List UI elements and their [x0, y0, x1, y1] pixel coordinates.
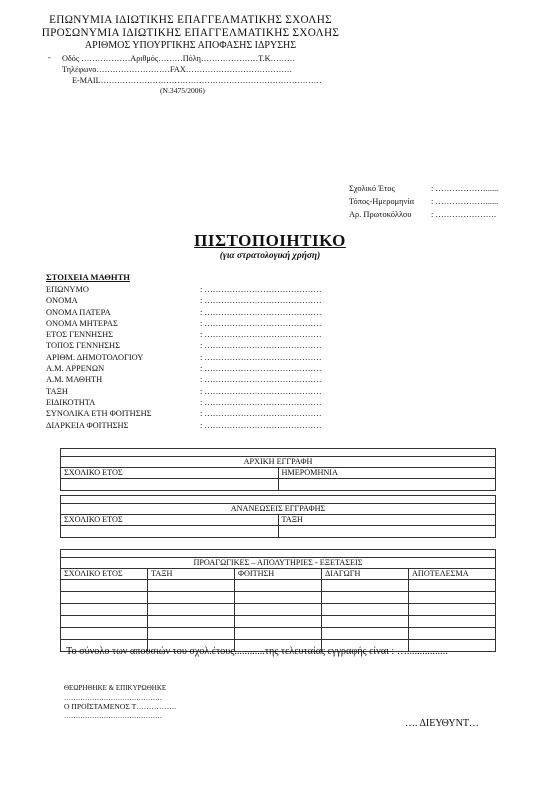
- table-cell: [148, 592, 235, 604]
- table-caption: ΑΝΑΝΕΩΣΕΙΣ ΕΓΓΡΑΦΗΣ: [61, 504, 496, 515]
- email-line: E-MAIL………………………………………………………………………: [72, 76, 322, 85]
- table-cell: [148, 628, 235, 640]
- field-surname: [46, 284, 322, 295]
- field-duration: [46, 420, 322, 431]
- table-row: [61, 628, 496, 640]
- document-subtitle: (για στρατολογική χρήση): [219, 251, 321, 261]
- field-value: : ……………………………………: [200, 397, 322, 407]
- column-header: ΦΟΙΤΗΣΗ: [235, 569, 322, 580]
- column-header: ΤΑΞΗ: [278, 515, 496, 526]
- header-tick: -: [48, 53, 51, 62]
- field-birth-year: [46, 329, 322, 340]
- column-header: ΗΜΕΡΟΜΗΝΙΑ: [278, 468, 496, 479]
- meta-value: : ………………….: [431, 210, 497, 219]
- field-male-registry: [46, 363, 322, 374]
- seen-approved-label: ΘΕΩΡΗΘΗΚΕ & ΕΠΙΚΥΡΩΘΗΚΕ: [64, 684, 167, 692]
- phone-line: Τηλέφωνο………………………FAX…………………………………: [62, 65, 293, 74]
- table-caption: ΠΡΟΑΓΩΓΙΚΕΣ – ΑΠΟΛΥΤΗΡΙΕΣ - ΕΞΕΤΑΣΕΙΣ: [61, 558, 496, 569]
- field-name: [46, 295, 322, 306]
- table-cell: [235, 616, 322, 628]
- field-label: ΔΙΑΡΚΕΙΑ ΦΟΙΤΗΣΗΣ: [46, 420, 129, 430]
- initial-registration-table: [60, 448, 496, 491]
- table-cell: [322, 592, 409, 604]
- table-cell: [322, 580, 409, 592]
- column-header: ΑΠΟΤΕΛΕΣΜΑ: [409, 569, 496, 580]
- field-value: : ……………………………………: [200, 330, 322, 340]
- meta-protocol-number: [349, 210, 496, 219]
- table-cell: [61, 479, 279, 491]
- field-value: : ……………………………………: [200, 409, 322, 419]
- table-cell: [235, 628, 322, 640]
- field-value: : ……………………………………: [200, 307, 322, 317]
- table-cell: [322, 628, 409, 640]
- field-label: ΟΝΟΜΑ ΠΑΤΕΡΑ: [46, 307, 111, 317]
- renewals-table: [60, 495, 496, 538]
- table-caption: ΑΡΧΙΚΗ ΕΓΓΡΑΦΗ: [61, 457, 496, 468]
- results-table: [60, 549, 496, 652]
- meta-label: Αρ. Πρωτοκόλλου: [349, 210, 412, 219]
- field-class: [46, 386, 322, 397]
- table-cell: [235, 592, 322, 604]
- column-header: ΔΙΑΓΩΓΗ: [322, 569, 409, 580]
- table-row: [61, 616, 496, 628]
- table-gap: [61, 550, 496, 558]
- meta-label: Τόπος-Ημερομηνία: [349, 197, 414, 206]
- field-value: : ……………………………………: [200, 375, 322, 385]
- field-label: ΟΝΟΜΑ: [46, 296, 78, 306]
- school-alt-name: ΠΡΟΣΩΝΥΜΙΑ ΙΔΙΩΤΙΚΗΣ ΕΠΑΓΓΕΛΜΑΤΙΚΗΣ ΣΧΟΛΗΣ: [41, 27, 340, 39]
- table-cell: [409, 580, 496, 592]
- document-title: ΠΙΣΤΟΠΟΙΗΤΙΚΟ: [194, 231, 346, 250]
- decision-number: ΑΡΙΘΜΟΣ ΥΠΟΥΡΓΙΚΗΣ ΑΠΟΦΑΣΗΣ ΙΔΡΥΣΗΣ: [84, 40, 297, 51]
- field-label: ΕΙΔΙΚΟΤΗΤΑ: [46, 397, 96, 407]
- field-label: Α.Μ. ΑΡΡΕΝΩΝ: [46, 364, 105, 374]
- table-cell: [148, 604, 235, 616]
- table-cell: [322, 604, 409, 616]
- field-label: Α.Μ. ΜΑΘΗΤΗ: [46, 375, 103, 385]
- field-student-number: [46, 374, 322, 385]
- table-cell: [61, 616, 148, 628]
- field-birth-place: [46, 340, 322, 351]
- school-name: ΕΠΩΝΥΜΙΑ ΙΔΙΩΤΙΚΗΣ ΕΠΑΓΓΕΛΜΑΤΙΚΗΣ ΣΧΟΛΗΣ: [49, 14, 332, 26]
- table-row: [61, 604, 496, 616]
- address-line: Οδός ………………Αριθμός………Πόλη…………………Τ.Κ………: [62, 54, 296, 63]
- field-value: : ……………………………………: [200, 296, 322, 306]
- field-label: ΤΟΠΟΣ ΓΕΝΝΗΣΗΣ: [46, 341, 120, 351]
- field-label: ΕΠΩΝΥΜΟ: [46, 285, 89, 294]
- field-label: ΕΤΟΣ ΓΕΝΝΗΣΗΣ: [46, 330, 113, 340]
- meta-value: : ………………......: [431, 197, 499, 206]
- table-cell: [409, 616, 496, 628]
- field-father-name: [46, 307, 322, 318]
- field-value: : ……………………………………: [200, 341, 322, 351]
- field-value: : ……………………………………: [200, 285, 322, 294]
- table-gap: [61, 496, 496, 504]
- table-cell: [235, 604, 322, 616]
- table-cell: [409, 592, 496, 604]
- column-header: ΣΧΟΛΙΚΟ ΕΤΟΣ: [61, 515, 279, 526]
- signature-dots: ……………………………………: [64, 712, 162, 720]
- field-label: ΤΑΞΗ: [46, 386, 68, 396]
- table-cell: [61, 526, 279, 538]
- field-value: : ……………………………………: [200, 386, 322, 396]
- field-value: : ……………………………………: [200, 420, 322, 430]
- signature-dots: ……………………………………: [64, 694, 162, 702]
- table-cell: [278, 479, 496, 491]
- meta-value: : ………………......: [431, 184, 499, 193]
- law-reference: (Ν.3475/2006): [160, 86, 205, 95]
- column-header: ΣΧΟΛΙΚΟ ΕΤΟΣ: [61, 569, 148, 580]
- table-row: [61, 592, 496, 604]
- field-value: : ……………………………………: [200, 318, 322, 328]
- field-label: ΟΝΟΜΑ ΜΗΤΕΡΑΣ: [46, 318, 118, 328]
- table-cell: [148, 616, 235, 628]
- table-cell: [148, 580, 235, 592]
- meta-label: Σχολικό Έτος: [349, 184, 395, 193]
- table-cell: [61, 592, 148, 604]
- head-official-label: Ο ΠΡΟΪΣΤΑΜΕΝΟΣ Τ…………….: [64, 702, 177, 711]
- table-cell: [61, 580, 148, 592]
- table-cell: [235, 580, 322, 592]
- table-gap: [61, 449, 496, 457]
- field-label: ΑΡΙΘΜ. ΔΗΜΟΤΟΛΟΓΙΟΥ: [46, 352, 144, 362]
- field-total-years: [46, 408, 322, 419]
- table-cell: [409, 628, 496, 640]
- field-mother-name: [46, 318, 322, 329]
- meta-place-date: [349, 197, 498, 206]
- absences-statement: Το σύνολο των απουσιών του σχολ.έτους............της τελευταίας εγγραφής είναι : …................: [66, 646, 448, 657]
- field-label: ΣΥΝΟΛΙΚΑ ΕΤΗ ΦΟΙΤΗΣΗΣ: [46, 409, 152, 419]
- table-row: [61, 580, 496, 592]
- field-registry-number: [46, 352, 322, 363]
- field-value: : ……………………………………: [200, 352, 322, 362]
- column-header: ΣΧΟΛΙΚΟ ΕΤΟΣ: [61, 468, 279, 479]
- student-heading: ΣΤΟΙΧΕΙΑ ΜΑΘΗΤΗ: [46, 272, 130, 282]
- table-cell: [61, 604, 148, 616]
- table-cell: [278, 526, 496, 538]
- table-cell: [61, 628, 148, 640]
- table-cell: [409, 604, 496, 616]
- student-fields: [46, 284, 322, 431]
- director-signature: …. ΔΙΕΥΘΥΝΤ…: [405, 718, 479, 729]
- field-value: : ……………………………………: [200, 364, 322, 374]
- table-cell: [322, 616, 409, 628]
- field-specialty: [46, 397, 322, 408]
- meta-school-year: [349, 184, 498, 193]
- column-header: ΤΑΞΗ: [148, 569, 235, 580]
